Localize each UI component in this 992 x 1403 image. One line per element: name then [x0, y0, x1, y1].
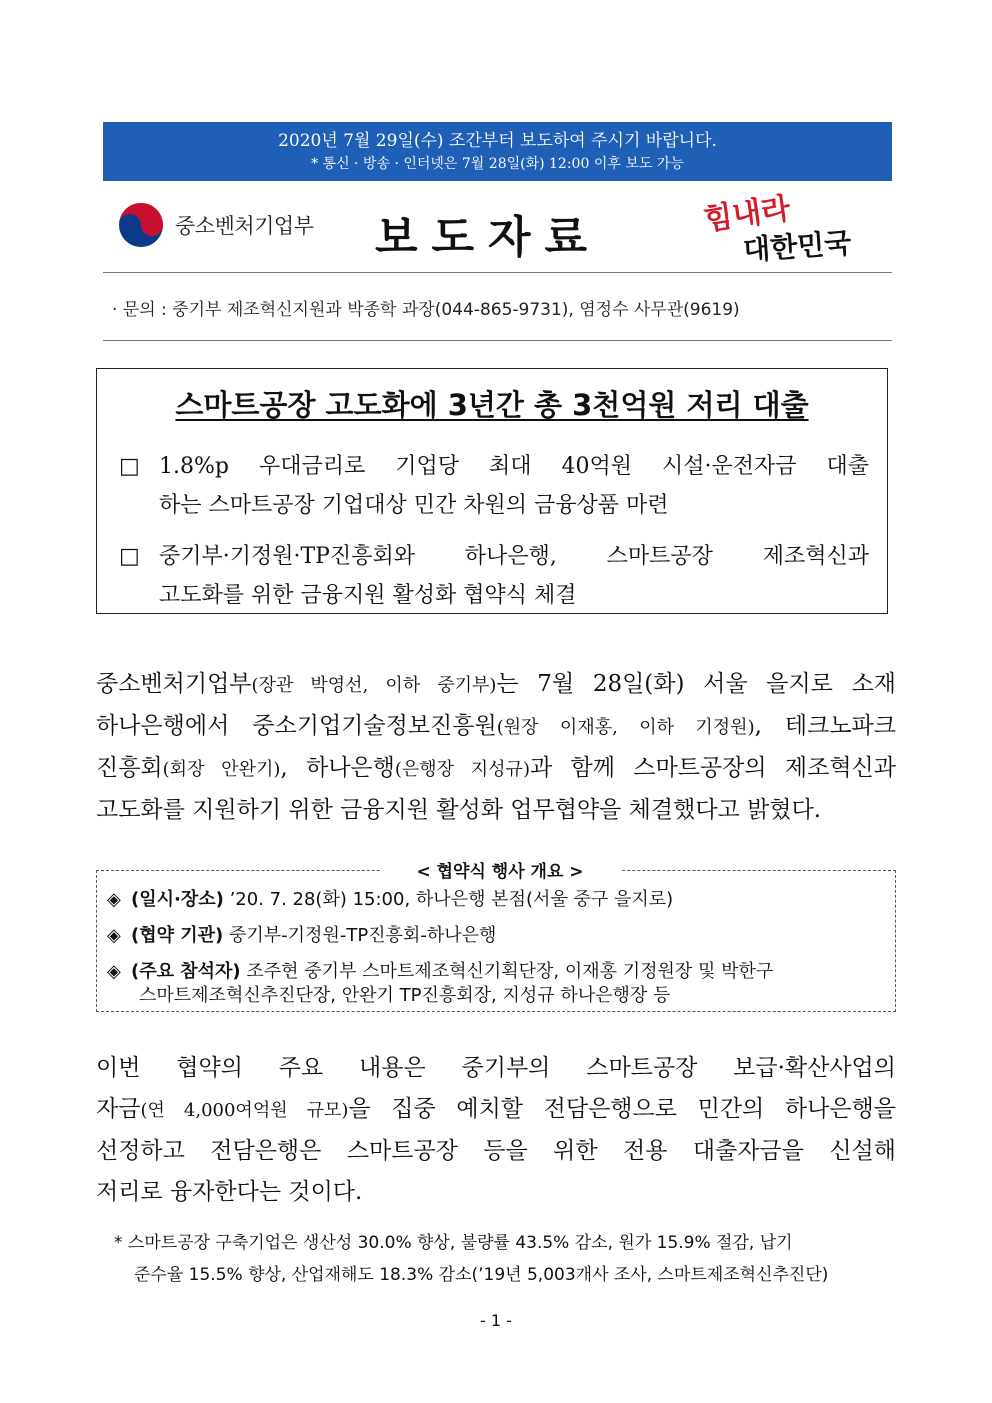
text-small: (원장 이재홍, 이하 기정원): [496, 717, 755, 738]
event-row-datetime: [107, 888, 673, 912]
text-span: 진흥회: [96, 755, 163, 781]
text-span: , 테크노파크: [754, 713, 896, 739]
embargo-banner: [103, 122, 892, 181]
footnote: [114, 1227, 898, 1291]
embargo-line-2: * 통신 · 방송 · 인터넷은 7월 28일(화) 12:00 이후 보도 가능: [311, 156, 684, 172]
text-small: (회장 안완기): [162, 759, 281, 780]
embargo-line-1: 2020년 7월 29일(수) 조간부터 보도하여 주시기 바랍니다.: [278, 131, 717, 151]
para1-line-1: [96, 664, 896, 706]
text-small: (연 4,000여억원 규모): [140, 1100, 349, 1121]
para1-line-2: [96, 706, 896, 748]
para2-line-4: 저리로 융자한다는 것이다.: [96, 1179, 363, 1205]
bullet-2-line-2: 고도화를 위한 금융지원 활성화 협약식 체결: [159, 583, 577, 608]
contact-divider: [103, 340, 892, 341]
text-small: (은행장 지성규): [394, 759, 530, 780]
ministry-logo: [117, 201, 314, 249]
event-row-attendees: [107, 960, 773, 1008]
body-paragraph-1: [96, 664, 896, 831]
slogan-top: 힘내라: [701, 191, 793, 238]
text-span: 는 7월 28일(화) 서울 을지로 소재: [496, 671, 896, 697]
para2-line-2: [96, 1089, 896, 1131]
summary-bullet-1: [119, 447, 869, 525]
para2-line-1: 이번 협약의 주요 내용은 중기부의 스마트공장 보급·확산사업의: [96, 1055, 896, 1081]
para2-line-3: 선정하고 전담은행은 스마트공장 등을 위한 전용 대출자금을 신설해: [96, 1138, 896, 1164]
text-span: 하나은행에서 중소기업기술정보진흥원: [96, 713, 497, 739]
org-name: 중소벤처기업부: [175, 214, 314, 238]
text-span: 과 함께 스마트공장의 제조혁신과: [529, 755, 896, 781]
text-span: , 하나은행: [280, 755, 395, 781]
summary-bullet-2: [119, 537, 869, 615]
slogan-logo: [695, 189, 855, 271]
bullet-1-line-1: 1.8%p 우대금리로 기업당 최대 40억원 시설·운전자금 대출: [159, 454, 869, 479]
text-span: 중소벤처기업부: [96, 671, 252, 697]
event-overview-title: < 협약식 행사 개요 >: [380, 857, 620, 882]
footnote-line-1: * 스마트공장 구축기업은 생산성 30.0% 향상, 불량률 43.5% 감소, 원가 15.9% 절감, 납기: [114, 1233, 793, 1253]
contact-line: · 문의 : 중기부 제조혁신지원과 박종학 과장(044-865-9731), 염정수 사무관(9619): [112, 300, 740, 320]
bullet-1-line-2: 하는 스마트공장 기업대상 민간 차원의 금융상품 마련: [159, 493, 669, 518]
slogan-bottom: 대한민국: [742, 226, 853, 267]
press-header: [103, 187, 892, 271]
taegeuk-emblem-icon: [117, 201, 165, 249]
summary-box: [96, 368, 888, 614]
text-small: (장관 박영선, 이하 중기부): [251, 675, 497, 696]
text-span: 자금: [96, 1096, 141, 1122]
row-text-continued: 스마트제조혁신추진단장, 안완기 TP진흥회장, 지성규 하나은행장 등: [139, 985, 671, 1006]
footnote-line-2: 준수율 15.5% 향상, 산업재해도 18.3% 감소(’19년 5,003개사 조사, 스마트제조혁신추진단): [134, 1265, 829, 1285]
headline: 스마트공장 고도화에 3년간 총 3천억원 저리 대출: [175, 388, 809, 422]
para1-line-4: 고도화를 지원하기 위한 금융지원 활성화 업무협약을 체결했다고 밝혔다.: [96, 797, 822, 823]
header-divider: [103, 272, 892, 273]
row-label: (일시·장소): [131, 889, 224, 910]
diamond-bullet-icon: ◈: [107, 889, 121, 910]
row-text: ’20. 7. 28(화) 15:00, 하나은행 본점(서울 중구 을지로): [223, 889, 674, 910]
bullet-2-line-1: 중기부·기정원·TP진흥회와 하나은행, 스마트공장 제조혁신과: [159, 544, 869, 569]
diamond-bullet-icon: ◈: [107, 925, 121, 946]
press-release-title: 보도자료: [375, 212, 602, 263]
page-number: - 1 -: [480, 1311, 512, 1330]
row-label: (주요 참석자): [131, 961, 241, 982]
row-text: 조주현 중기부 스마트제조혁신기획단장, 이재홍 기정원장 및 박한구: [240, 961, 774, 982]
row-text: 중기부-기정원-TP진흥회-하나은행: [223, 925, 497, 946]
diamond-bullet-icon: ◈: [107, 961, 121, 982]
checkbox-square-icon: □: [119, 544, 140, 569]
checkbox-square-icon: □: [119, 454, 140, 479]
text-span: 을 집중 예치할 전담은행으로 민간의 하나은행을: [348, 1096, 896, 1122]
event-row-organizations: [107, 924, 496, 948]
para1-line-3: [96, 748, 896, 790]
event-overview-box: [96, 870, 896, 1012]
body-paragraph-2: [96, 1048, 896, 1213]
row-label: (협약 기관): [131, 925, 224, 946]
